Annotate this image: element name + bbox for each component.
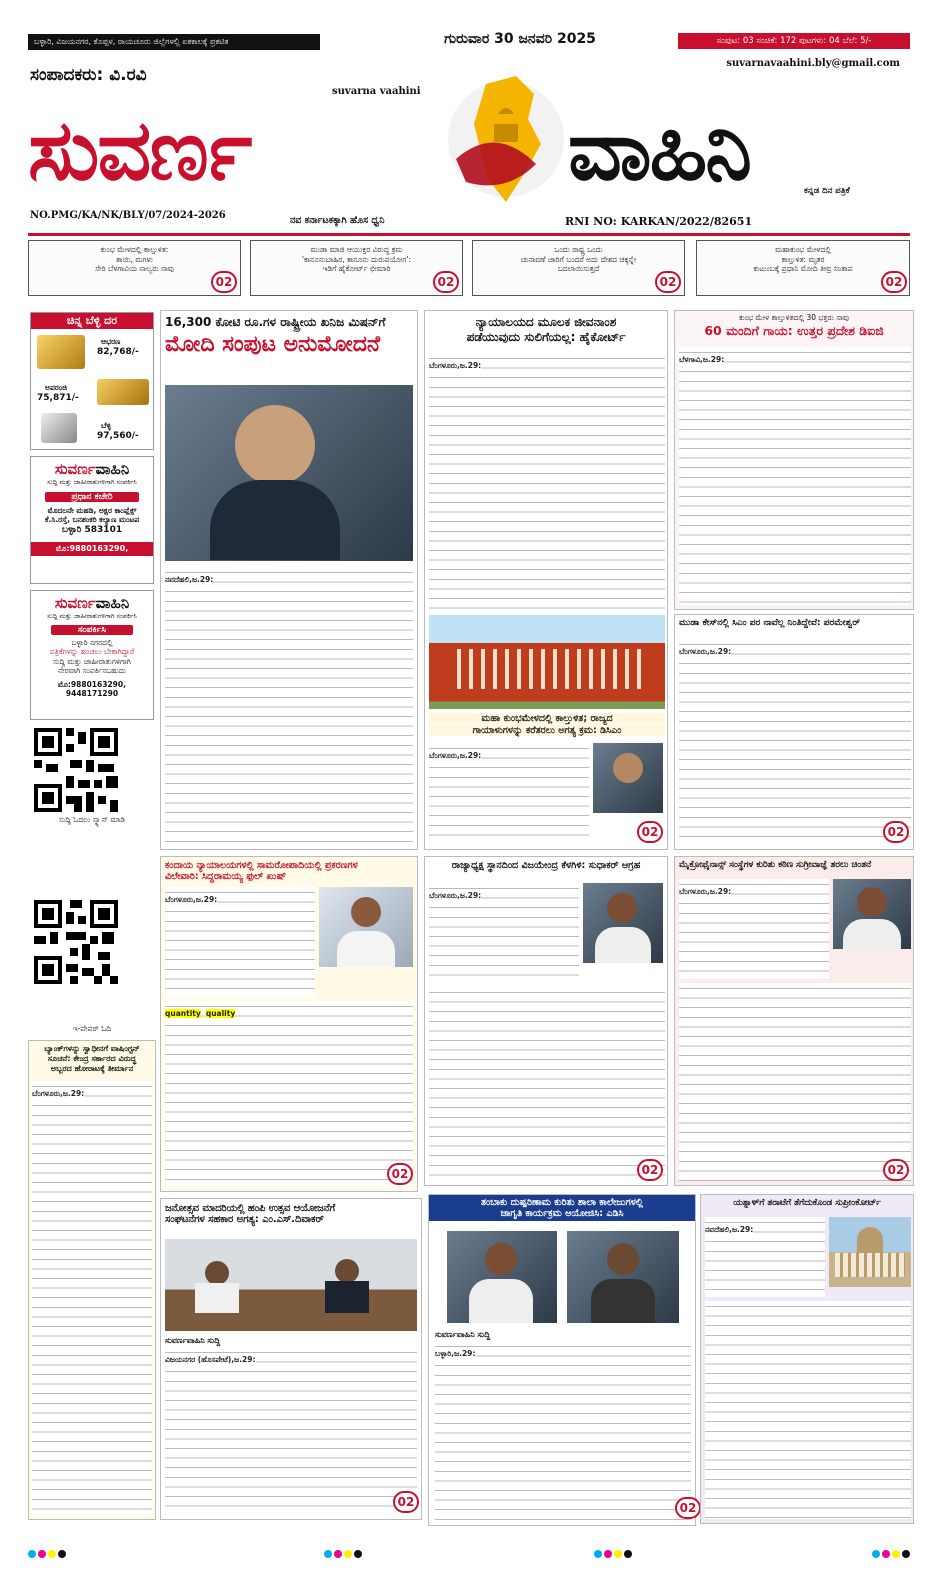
adc-photo [447, 1231, 557, 1323]
kumbh-title: 60 ಮಂದಿಗೆ ಗಾಯ: ಉತ್ತರ ಪ್ರದೇಶ ಡಿಐಜಿ [704, 322, 884, 338]
muda-body [679, 639, 911, 845]
mahakumbh-dateline: ಬೆಂಗಳೂರು,ಜ.29: [429, 751, 482, 760]
mahakumbh-body [429, 743, 589, 843]
gold-label-1: ಆಭರಣ [101, 337, 121, 346]
parameshwar-photo [833, 879, 911, 949]
court-story [424, 310, 668, 850]
sc-body-bottom [705, 1301, 911, 1519]
teaser-strip [28, 240, 910, 298]
masthead-tagline: ಕನ್ನಡ ದಿನ ಪತ್ರಿಕೆ [804, 186, 850, 196]
teaser-2-line3: ಇಡಿಗೆ ಹೈಕೋರ್ಟ್ ಛೀಮಾರಿ [322, 264, 391, 273]
hiring-ad-text2: ಪತ್ರಿಕೆಗಳನ್ನು ಹಂಚಲು ಬೇಕಾಗಿದ್ದಾರೆ [49, 647, 135, 656]
teaser-4-line2: ಕಾಲ್ತುಳಿತ: ಮೃತರ [781, 254, 825, 264]
qr-code-news[interactable] [34, 728, 118, 812]
hampi-dateline: ವಿಜಯನಗರ (ಹೊಸಪೇಟೆ),ಜ.29: [165, 1355, 256, 1364]
issue-info: ಸಂಪುಟ: 03 ಸಂಚಿಕೆ: 172 ಪುಟಗಳು: 04 ಬೆಲೆ: 5/- [678, 33, 910, 49]
vijayendra-title: ರಾಜ್ಯಾಧ್ಯಕ್ಷ ಸ್ಥಾನದಿಂದ ವಿಜಯೇಂದ್ರ ಕೆಳಗಿಳಿ: ಸುಧಾಕರ್ ಆಗ್ರಹ [451, 860, 641, 871]
microfinance-body-bottom [679, 983, 911, 1181]
office-ad-phone: ಮೊ:9880163290, 9448171290 [31, 542, 153, 556]
muda-title: ಮುಡಾ ಕೇಸ್‌ನಲ್ಲಿ ಸಿಎಂ ಪರ ನಾವೆಲ್ಲ ನಿಂತಿದ್ದೇವೆ: ಪರಮೇಶ್ವರ್ [679, 618, 860, 628]
bank-body [32, 1081, 152, 1515]
hampi-byline: ಸುವರ್ಣವಾಹಿನಿ ಸುದ್ದಿ [165, 1336, 221, 1345]
tobacco-dateline: ಬಳ್ಳಾರಿ,ಜ.29: [435, 1349, 476, 1358]
office-ad-line: ಸುದ್ದಿ ಮತ್ತು ಜಾಹೀರಾತುಗಳಿಗಾಗಿ ಸಂಪರ್ಕಿಸಿ [47, 478, 137, 486]
minister-photo [165, 385, 413, 561]
hiring-ad-brand [31, 593, 153, 612]
court-dateline: ಬೆಂಗಳೂರು,ಜ.29: [429, 361, 482, 370]
sc-title: ಯತ್ನಾಳ್‌ಗೆ ತರಾಟೆಗೆ ತೆಗೆದುಕೊಂಡ ಸುಪ್ರೀಂಕೋರ್ಟ್ [733, 1198, 881, 1208]
office-ad-addr3: ಬಳ್ಳಾರಿ 583101 [61, 524, 123, 535]
bank-story [28, 1040, 156, 1520]
court-body [429, 353, 665, 609]
court-title-2: ಪಡೆಯುವುದು ಸುಲಿಗೆಯಲ್ಲ: ಹೈಕೋರ್ಟ್ [466, 330, 626, 344]
bank-title-1: ಬ್ಯಾಂಕ್‌ಗಳನ್ನು ಸ್ವಾಧೀನಗೆ ವಾಷಿಂಗ್ಟನ್ [44, 1044, 140, 1053]
supreme-court-photo [829, 1217, 911, 1287]
hiring-ad-brand-left: ಸುವರ್ಣ [54, 594, 96, 612]
gold-bars-image [37, 335, 85, 369]
kandaya-body-top [165, 887, 315, 997]
hampi-page-ref: 02 [393, 1491, 419, 1513]
kumbh-body [679, 347, 911, 605]
teaser-3-page: 02 [655, 271, 681, 293]
kandaya-page-ref: 02 [387, 1163, 413, 1185]
supreme-court-story [700, 1194, 914, 1524]
hiring-ad-text4: ನೇರವಾಗಿ ಸಂಪರ್ಕಿಸಬಹುದು [58, 666, 126, 675]
teaser-4-line1: ಮಹಾಕುಂಭ ಮೇಳದಲ್ಲಿ [775, 245, 831, 254]
hiring-ad-line: ಸುದ್ದಿ ಮತ್ತು ಜಾಹೀರಾತುಗಳಿಗಾಗಿ ಸಂಪರ್ಕಿಸಿ [47, 612, 137, 620]
issue-date: ಗುರುವಾರ 30 ಜನವರಿ 2025 [444, 31, 596, 47]
lead-body [165, 567, 413, 845]
teaser-4-line3: ಕುಟುಂಬಕ್ಕೆ ಪ್ರಧಾನಿ ಮೋದಿ ತೀವ್ರ ಸಂತಾಪ [753, 264, 853, 273]
tobacco-body [435, 1341, 691, 1521]
kandaya-story [160, 856, 418, 1192]
quality-highlight: quality [205, 1009, 236, 1018]
gold-biscuit-image [97, 379, 149, 405]
kumbh-story [674, 310, 914, 610]
teaser-4[interactable] [696, 240, 910, 296]
hiring-ad-brand-right: ವಾಹಿನಿ [95, 594, 130, 612]
kumbh-kicker: ಕುಂಭ ಮೇಳ ಕಾಲ್ತುಳಿತದಲ್ಲಿ 30 ಭಕ್ತರು ಸಾವು [738, 313, 850, 322]
office-ad-addr2: ಕೆ.ಸಿ.ರಸ್ತೆ, ಬನಶಂಕರಿ ಕಲ್ಯಾಣ ಮಂಟಪ [44, 515, 140, 524]
high-court-photo [429, 615, 665, 709]
mahakumbh-title-2: ಗಾಯಾಳುಗಳನ್ನು ಕರೆತರಲು ಅಗತ್ಯ ಕ್ರಮ: ಡಿಸಿಎಂ [429, 725, 665, 736]
teaser-1-line3: ಸೇರಿ ಬೆಳಗಾವಿಯ ನಾಲ್ವರು ಸಾವು [95, 264, 174, 273]
hampi-title-1: ಜನೋತ್ಸವ ಮಾದರಿಯಲ್ಲಿ ಹಂಪಿ ಉತ್ಸವ ಆಯೋಜನೆಗೆ [165, 1203, 336, 1214]
lead-story [160, 310, 418, 850]
teaser-3-line3: ಬದಲಾಯಿಸುತ್ತದೆ [557, 264, 600, 273]
teaser-3-line2: ಚುನಾವಣೆ ಜಾರಿಗೆ ಬಂದರೆ ಅದು ದೇಶದ ಚಿಕ್ಕನ್ನೇ [520, 254, 637, 264]
hampi-title-2: ಸಂಘಟನೆಗಳ ಸಹಕಾರ ಅಗತ್ಯ: ಎಂ.ಎಸ್.ದಿವಾಕರ್ [165, 1214, 324, 1225]
vijayendra-page-ref: 02 [637, 1159, 663, 1181]
hampi-body [165, 1347, 417, 1515]
teaser-3[interactable] [472, 240, 685, 296]
tobacco-page-ref: 02 [675, 1497, 701, 1519]
editor-line: ಸಂಪಾದಕರು: ವಿ.ರವಿ [30, 65, 147, 85]
official-photo [567, 1231, 679, 1323]
hiring-ad-text3: ಸುದ್ದಿ ಮತ್ತು ಜಾಹೀರಾತುಗಳಿಗಾಗಿ [53, 656, 131, 666]
teaser-1-line2: ತಾಯಿ, ಮಗಳು [115, 254, 154, 264]
gold-rate-box [30, 312, 154, 450]
gold-value-2: 75,871/- [37, 393, 79, 403]
gold-value-1: 82,768/- [97, 347, 139, 357]
qr-epaper-caption: ಇ-ಪೇಪರ್ ಓದಿ [72, 1024, 112, 1033]
teaser-2-line2: 'ಕಾನೂನುಬಾಹಿರ, ಕಾನೂನು ದುರುಪಯೋಗ': [301, 254, 412, 264]
muda-story [674, 614, 914, 850]
microfinance-page-ref: 02 [883, 1159, 909, 1181]
brand-small: suvarna vaahini [332, 86, 421, 97]
dcm-photo [593, 743, 663, 813]
teaser-1-page: 02 [211, 271, 237, 293]
qr-news-caption: ಸುದ್ದಿ ಓದಲು ಸ್ಕ್ಯಾನ್ ಮಾಡಿ [59, 815, 125, 824]
lead-dateline: ನವದೆಹಲಿ,ಜ.29: [165, 575, 214, 584]
hiring-ad-contact: ಸಂಪರ್ಕಿಸಿ [51, 625, 133, 635]
masthead-left: ಸುವರ್ಣ [28, 101, 251, 199]
office-ad-brand-left: ಸುವರ್ಣ [54, 460, 96, 478]
muda-dateline: ಬೆಂಗಳೂರು,ಜ.29: [679, 647, 732, 656]
rni-number: RNI NO: KARKAN/2022/82651 [565, 215, 753, 228]
mahakumbh-page-ref: 02 [637, 821, 663, 843]
tobacco-story [428, 1194, 696, 1526]
hampi-story [160, 1198, 422, 1520]
kandaya-title-1: ಕಂದಾಯ ನ್ಯಾಯಾಲಯಗಳಲ್ಲಿ ಸಾಮರೋಪಾದಿಯಲ್ಲಿ ಪ್ರಕರಣಗಳ [165, 860, 358, 871]
slogan: ನವ ಕರ್ನಾಟಕಕ್ಕಾಗಿ ಹೊಸ ಧ್ವನಿ [290, 215, 385, 226]
tobacco-byline: ಸುವರ್ಣವಾಹಿನಿ ಸುದ್ದಿ [435, 1330, 491, 1339]
reg-number: NO.PMG/KA/NK/BLY/07/2024-2026 [30, 210, 226, 221]
silver-label: ಬೆಳ್ಳಿ [101, 421, 111, 430]
bank-dateline: ಬೆಂಗಳೂರು,ಜ.29: [32, 1089, 85, 1098]
sudhakar-photo [583, 883, 663, 963]
masthead-right: ವಾಹಿನಿ [568, 101, 750, 199]
qr-code-epaper[interactable] [34, 900, 118, 984]
hiring-ad-text1: ಬಳ್ಳಾರಿ ನಗರದಲ್ಲಿ [71, 637, 113, 647]
hiring-ad [30, 590, 154, 720]
teaser-1-line1: ಕುಂಭ ಮೇಳದಲ್ಲಿ ಕಾಲ್ತುಳಿತ: [100, 245, 169, 254]
office-ad-label: ಪ್ರಧಾನ ಕಚೇರಿ [45, 492, 139, 502]
header-rule [28, 233, 910, 236]
hampi-meeting-photo [165, 1239, 417, 1331]
contact-email[interactable]: suvarnavaahini.bly@gmail.com [726, 58, 900, 69]
bank-title-2: ಸೂಚನೆ: ಕೇಂದ್ರ ಸರ್ಕಾರದ ವಿರುದ್ಧ [47, 1054, 137, 1063]
vijayendra-body-top [429, 883, 579, 983]
kandaya-title-2: ವಿಲೇವಾರಿ: ಸಿದ್ದರಾಮಯ್ಯ ಫುಲ್ ಖುಷ್ [165, 871, 286, 882]
microfinance-title: ಮೈಕ್ರೋಫೈನಾನ್ಸ್ ಸಂಸ್ಥೆಗಳ ಕುರಿತು ಕಠಿಣ ಸುಗ್ರೀವಾಜ್ಞೆ ತರಲು ಚಿಂತನೆ [679, 860, 872, 870]
microfinance-body-top [679, 879, 829, 979]
print-registration-marks [28, 1546, 914, 1560]
teaser-2-line1: ಮುಡಾ ಮಾಜಿ ಆಯುಕ್ತರ ವಿರುದ್ಧ ಕ್ರಮ [310, 245, 403, 254]
karnataka-map-emblem [446, 64, 566, 214]
gold-label-2: ಅಪರಂಜಿ [45, 383, 68, 392]
masthead [28, 94, 918, 214]
kumbh-dateline: ಬೆಳಗಾವಿ,ಜ.29: [679, 355, 725, 364]
vijayendra-dateline: ಬೆಂಗಳೂರು,ಜ.29: [429, 891, 482, 900]
silver-value: 97,560/- [97, 431, 139, 441]
lead-title: ಮೋದಿ ಸಂಪುಟ ಅನುಮೋದನೆ [165, 332, 381, 357]
office-ad [30, 456, 154, 584]
quantity-highlight: quantity [165, 1009, 201, 1018]
office-ad-addr1: ಮೊದಲನೇ ಮಹಡಿ, ಅಕ್ಷರ ಕಾಂಪ್ಲೆಕ್ಸ್ [47, 505, 137, 515]
silver-bars-image [41, 413, 77, 443]
microfinance-dateline: ಬೆಂಗಳೂರು,ಜ.29: [679, 887, 732, 896]
teaser-1[interactable] [28, 240, 241, 296]
kandaya-body-bottom [165, 1001, 413, 1187]
vijayendra-story [424, 856, 668, 1186]
gold-rate-title: ಚಿನ್ನ ಬೆಳ್ಳಿ ದರ [31, 313, 153, 329]
microfinance-story [674, 856, 914, 1186]
tobacco-title-2: ಜಾಗೃತಿ ಕಾರ್ಯಕ್ರಮ ಆಯೋಜಿಸಿ: ಎಡಿಸಿ [429, 1208, 695, 1221]
tobacco-title-1: ತಂಬಾಕು ದುಷ್ಪರಿಣಾಮ ಕುರಿತು ಶಾಲಾ ಕಾಲೇಜುಗಳಲ್ಲಿ [429, 1195, 695, 1208]
lead-kicker: 16,300 ಕೋಟಿ ರೂ.ಗಳ ರಾಷ್ಟ್ರೀಯ ಖನಿಜ ಮಿಷನ್‌ಗೆ [165, 315, 386, 329]
teaser-2-page: 02 [433, 271, 459, 293]
teaser-3-line1: ಒಂದು ರಾಷ್ಟ್ರ ಒಂದು [554, 245, 603, 254]
regions-strip: ಬಳ್ಳಾರಿ, ವಿಜಯನಗರ, ಕೊಪ್ಪಳ, ರಾಯಚೂರು ಜಿಲ್ಲೆಗಳಲ್ಲಿ ಏಕಕಾಲಕ್ಕೆ ಪ್ರಕಟಿತ [28, 34, 320, 50]
vijayendra-body-bottom [429, 987, 665, 1181]
court-title-1: ನ್ಯಾಯಾಲಯದ ಮೂಲಕ ಜೀವನಾಂಶ [475, 315, 617, 329]
office-ad-brand-right: ವಾಹಿನಿ [95, 460, 130, 478]
kandaya-dateline: ಬೆಂಗಳೂರು,ಜ.29: [165, 895, 218, 904]
teaser-2[interactable] [250, 240, 463, 296]
teaser-4-page: 02 [881, 271, 907, 293]
muda-page-ref: 02 [883, 821, 909, 843]
hiring-ad-phone: ಮೊ:9880163290, 9448171290 [58, 679, 126, 698]
bank-title-3: ಅಬ್ಬರದ ಹೋರಾಟಕ್ಕೆ ತೀರ್ಮಾನ [50, 1064, 134, 1073]
office-ad-brand [31, 459, 153, 478]
cm-photo [319, 887, 413, 967]
sc-body-top [705, 1217, 825, 1297]
sc-dateline: ನವದೆಹಲಿ,ಜ.29: [705, 1225, 754, 1234]
mahakumbh-title-1: ಮಹಾ ಕುಂಭಮೇಳದಲ್ಲಿ ಕಾಲ್ತುಳಿತ; ರಾಜ್ಯದ [429, 713, 665, 724]
